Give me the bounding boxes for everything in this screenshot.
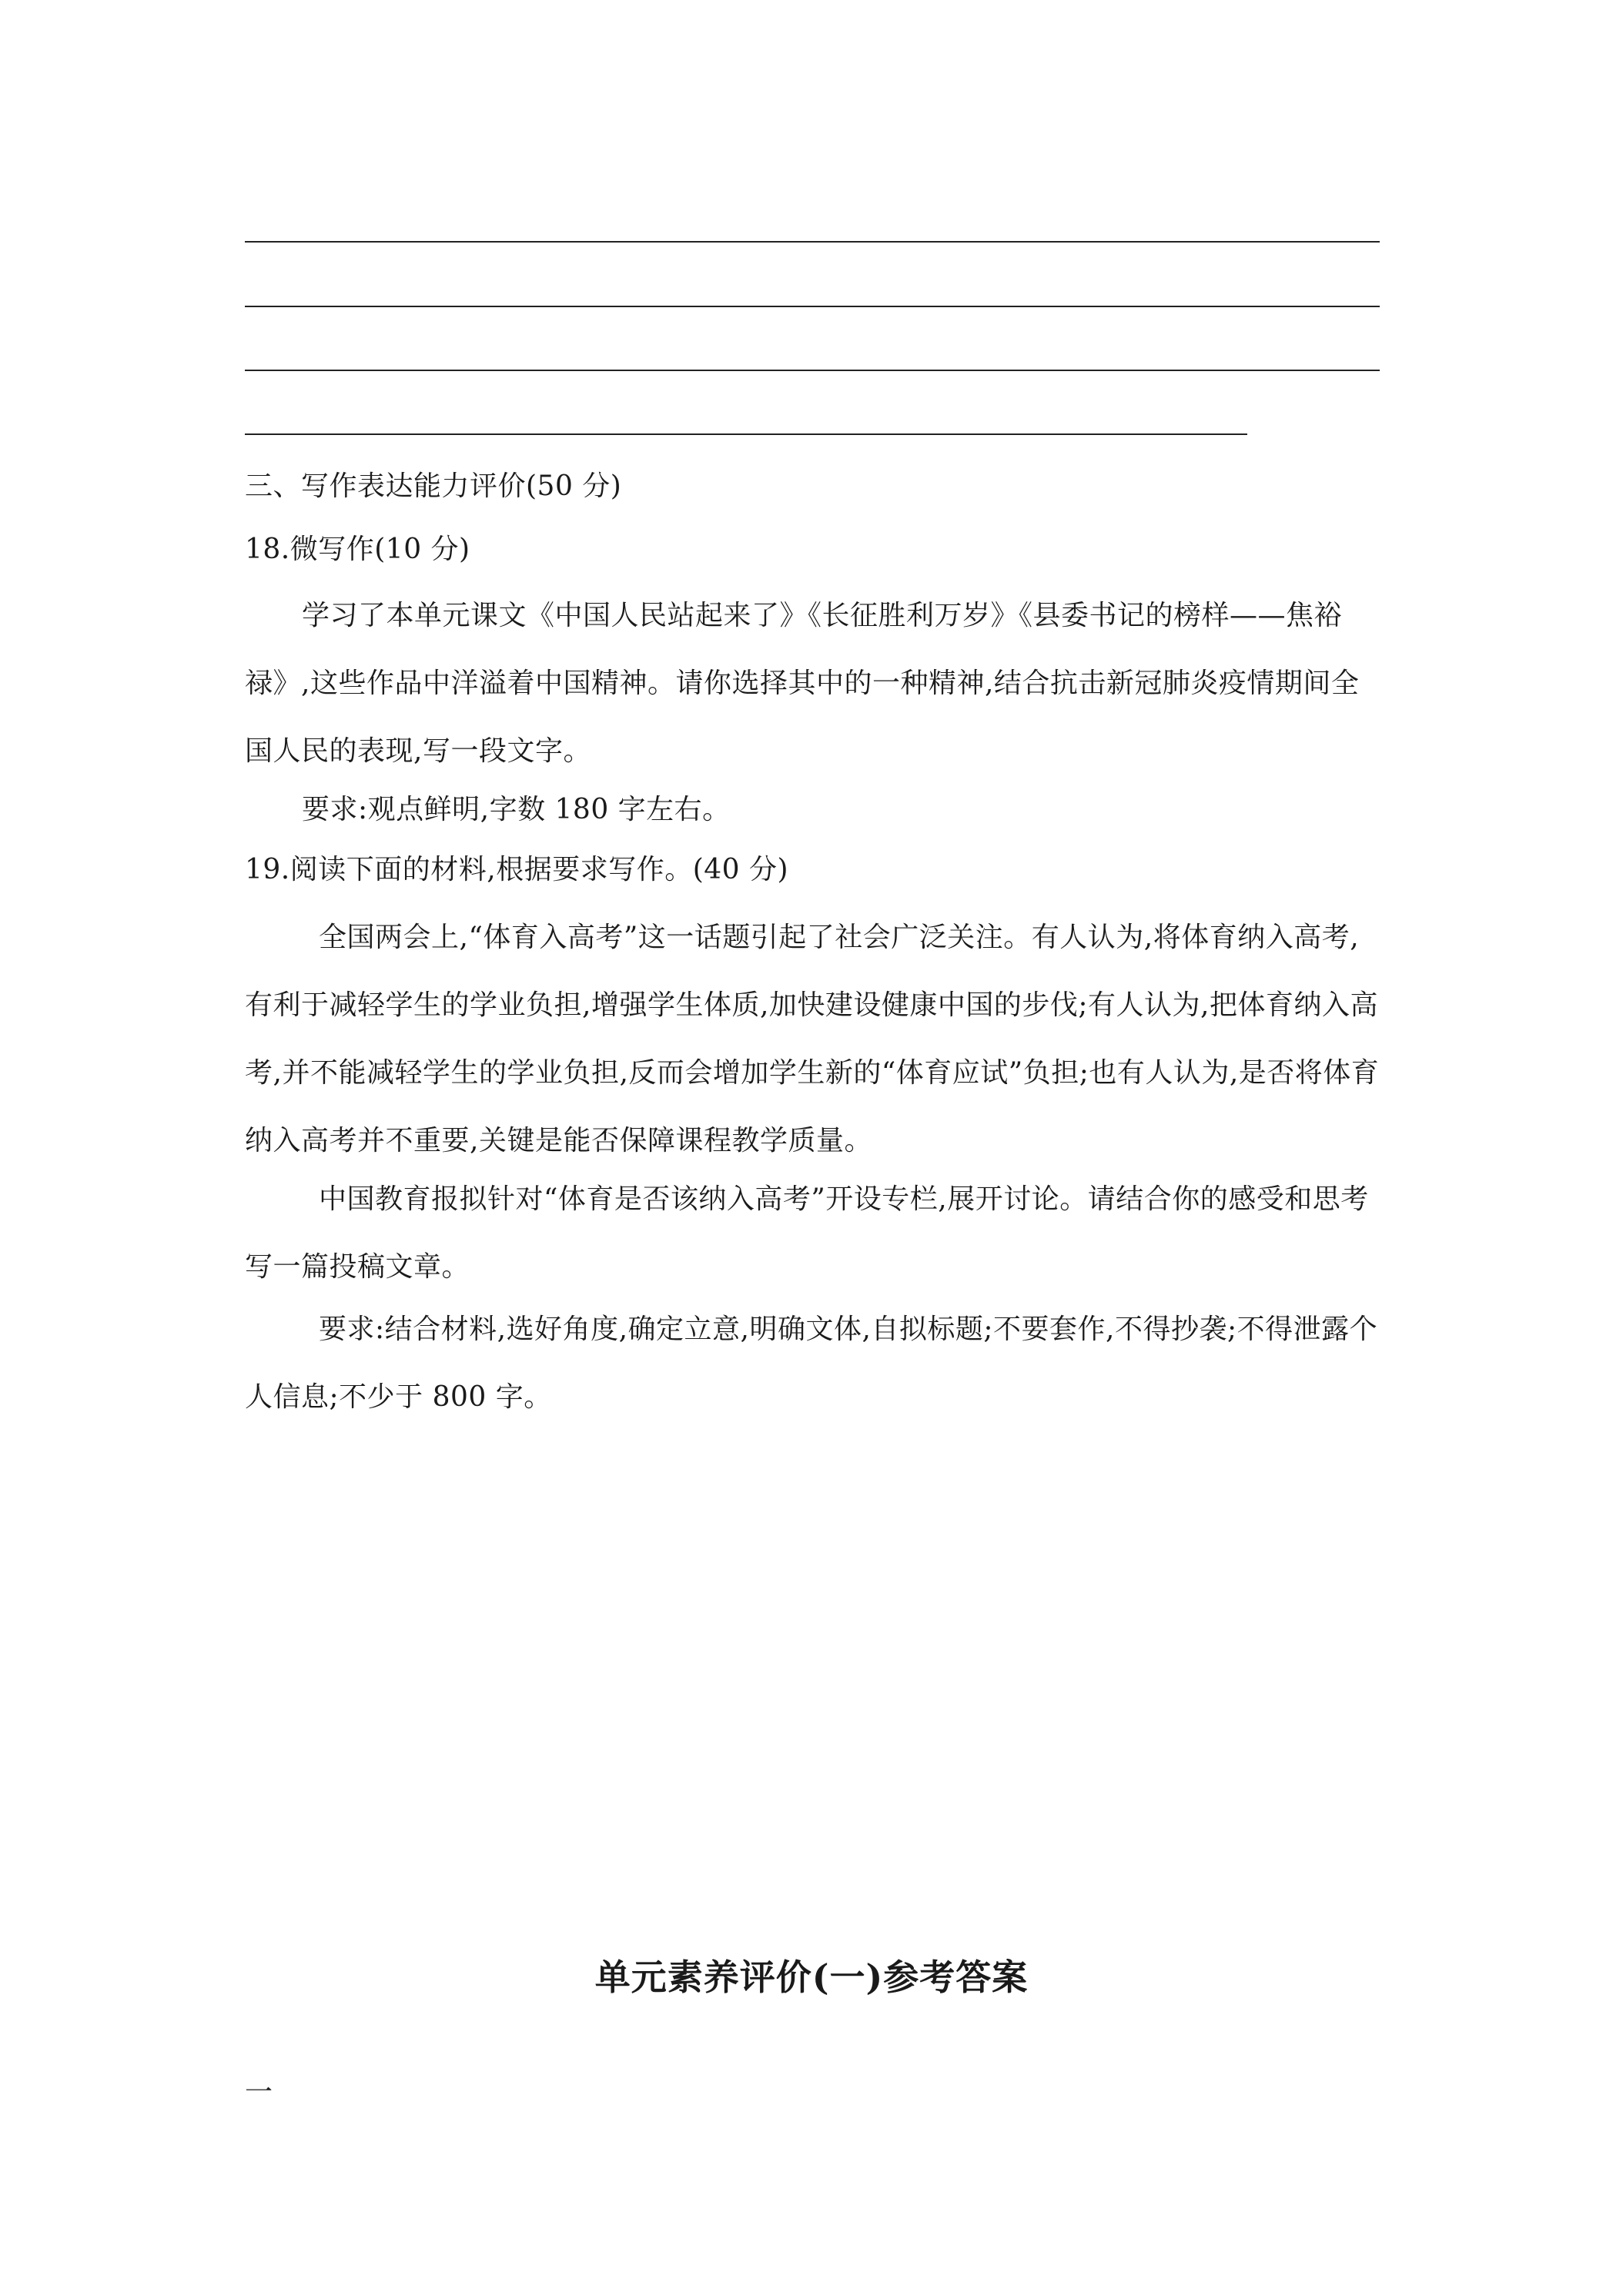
question-19-material	[245, 904, 1380, 1175]
question-18-requirement-text: 要求:观点鲜明,字数 180 字左右。	[302, 794, 731, 825]
answer-blank-line-1	[245, 241, 1380, 243]
question-18-prompt-text: 学习了本单元课文《中国人民站起来了》《长征胜利万岁》《县委书记的榜样——焦裕禄》,这些作品中洋溢着中国精神。请你选择其中的一种精神,结合抗击新冠肺炎疫情期间全国人民的表现,写一段文字。	[245, 600, 1360, 767]
question-19-requirement-text: 要求:结合材料,选好角度,确定立意,明确文体,自拟标题;不要套作,不得抄袭;不得泄露个人信息;不少于 800 字。	[245, 1314, 1378, 1413]
question-19-task-text: 中国教育报拟针对“体育是否该纳入高考”开设专栏,展开讨论。请结合你的感受和思考写一篇投稿文章。	[245, 1183, 1369, 1283]
answer-blank-line-3	[245, 370, 1380, 371]
answer-key-item-one: 一	[245, 2077, 273, 2108]
answer-blank-line-2	[245, 306, 1380, 307]
section-heading: 三、写作表达能力评价(50 分)	[245, 470, 622, 502]
question-18-requirement	[245, 776, 1380, 844]
question-18-prompt	[245, 582, 1380, 785]
question-19-heading: 19.阅读下面的材料,根据要求写作。(40 分)	[245, 854, 789, 885]
question-19-requirement	[245, 1296, 1380, 1431]
question-19-task	[245, 1166, 1380, 1301]
question-19-material-text: 全国两会上,“体育入高考”这一话题引起了社会广泛关注。有人认为,将体育纳入高考,有利于减轻学生的学业负担,增强学生体质,加快建设健康中国的步伐;有人认为,把体育纳入高考,并不能减轻学生的学业负担,反而会增加学生新的“体育应试”负担;也有人认为,是否将体育纳入高考并不重要,关键是能否保障课程教学质量。	[245, 922, 1380, 1156]
answer-key-title: 单元素养评价(一)参考答案	[594, 1956, 1029, 1998]
answer-blank-line-4	[245, 433, 1247, 435]
question-18-heading: 18.微写作(10 分)	[245, 534, 470, 565]
